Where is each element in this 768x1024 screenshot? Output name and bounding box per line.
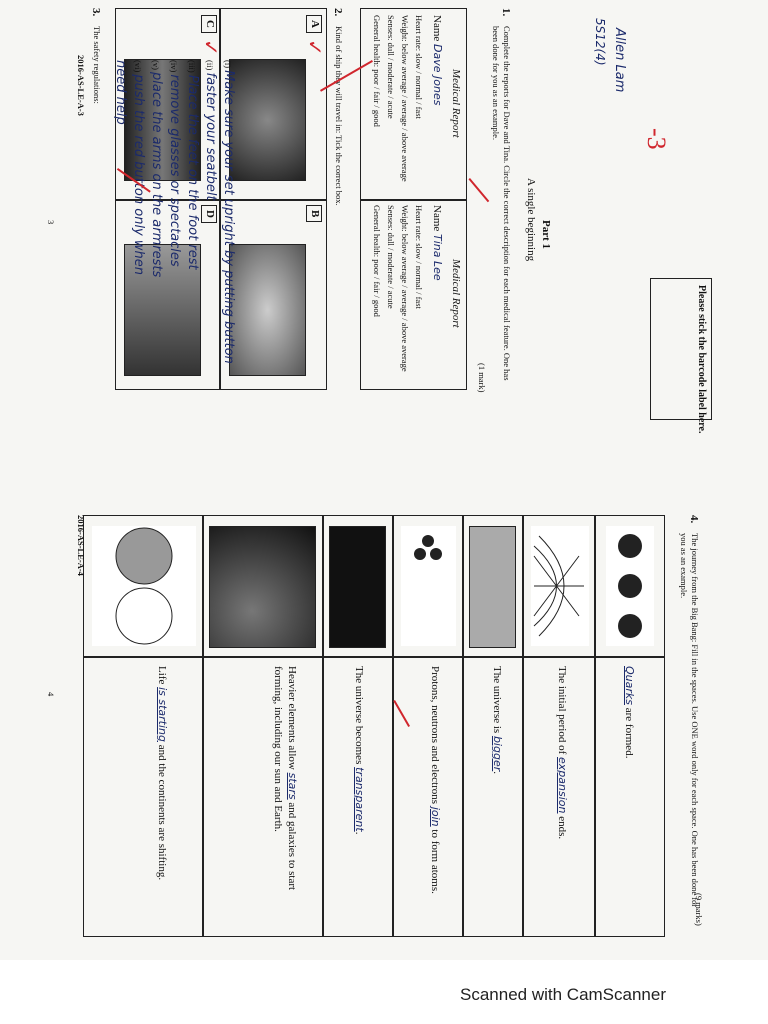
part-subtitle: A single beginning [525, 178, 537, 262]
row-options: slow / normal / fast [414, 53, 424, 119]
row-label: Weight: [400, 205, 410, 232]
q3-instruction: The safety regulations: [92, 26, 102, 104]
q4-marks: (9 marks) [694, 893, 704, 926]
item-num: (iii) [187, 60, 197, 73]
answer-expansion[interactable]: expansion [556, 757, 569, 814]
row-label: Senses: [386, 205, 396, 231]
student-name: Allen Lam [612, 28, 627, 93]
atom-dots-image [401, 526, 456, 646]
page-4-number [36, 692, 56, 712]
item-num: (v) [151, 60, 161, 70]
expansion-web-image [531, 526, 589, 646]
answer-quarks: Quarks [623, 666, 636, 705]
option-d-box[interactable]: D [201, 205, 217, 223]
item-answer: push the red button only when [131, 74, 146, 275]
page-3-code [66, 55, 86, 175]
page-4-code [66, 515, 86, 635]
student-class: 5S12(4) [593, 18, 607, 66]
spaceship-image-a [229, 59, 306, 181]
row-suffix: and the continents are shifting. [156, 744, 168, 881]
big-bang-table [83, 515, 665, 937]
report-title-dave: Medical Report [450, 69, 462, 138]
row-label: Senses: [386, 15, 396, 41]
row-options: below average / average / above average [400, 43, 410, 182]
name-label-dave: Name [431, 15, 443, 42]
answer-bigger[interactable]: bigger [491, 735, 504, 772]
q3-number: 3. [90, 8, 102, 17]
row-prefix: Heavier elements allow [286, 666, 298, 770]
name-value-tina: Tina Lee [431, 234, 444, 281]
item-answer: Make sure your set upright by putting button [221, 70, 236, 364]
spaceship-image-b [229, 244, 306, 376]
page-num: 3 [46, 220, 56, 225]
row-suffix: are formed. [623, 707, 635, 759]
part-title: Part 1 [540, 220, 552, 250]
row-suffix: . [353, 831, 365, 835]
item-answer: place the arms on the armrests [149, 72, 164, 278]
grey-universe-image [469, 526, 516, 648]
row-prefix: The universe becomes [353, 666, 365, 765]
q4-number: 4. [688, 515, 700, 524]
answer-stars[interactable]: stars [286, 772, 299, 800]
row-label: General health: [372, 15, 382, 68]
name-value-dave: Dave Jones [431, 44, 444, 106]
item-num: (ii) [205, 60, 215, 71]
medical-report-table [360, 8, 467, 390]
tick-mark: ✓ [199, 39, 221, 56]
page-code: 2016-AS-LE-A-4 [76, 515, 86, 576]
item-answer: need help [113, 60, 128, 125]
row-prefix: Protons, neutrons and electrons [429, 666, 441, 805]
answer-is-starting[interactable]: is starting [156, 687, 169, 742]
row-prefix: The universe is [491, 666, 503, 734]
score-mark: -3 [642, 128, 671, 150]
name-label-tina: Name [431, 205, 443, 232]
row-label: Weight: [400, 15, 410, 42]
item-num: (vi) [133, 60, 143, 73]
q1-instruction: Complete the reports for Dave and Tina. Circle the correct description for each medical feature. One has been done for you as an example. [491, 26, 512, 381]
row-options: dull / moderate / acute [386, 232, 396, 309]
row-options: slow / normal / fast [414, 243, 424, 309]
page-3-number [36, 220, 56, 240]
q2-instruction: Kind of ship they will travel in: Tick the correct box. [334, 26, 344, 206]
item-num: (iv) [169, 60, 179, 73]
q1-marks: (1 mark) [477, 363, 487, 393]
row-options: poor / fair / good [372, 259, 382, 317]
q4-instruction: The journey from the Big Bang: Fill in the spaces. Use ONE word only for each space. One has been done for you as an example. [679, 533, 700, 908]
scanner-watermark: Scanned with CamScanner [460, 985, 667, 1004]
page-4 [80, 515, 704, 955]
row-suffix: . [491, 771, 503, 774]
item-answer: Place the feet on the foot rest [185, 74, 200, 270]
barcode-label: Please stick the barcode label here. [696, 285, 707, 434]
row-prefix: The initial period of [556, 666, 568, 755]
q1-number: 1. [500, 8, 512, 17]
option-b-box[interactable]: B [306, 205, 322, 222]
row-prefix: Life [156, 666, 168, 685]
item-answer: faster your seatbelt [203, 72, 218, 201]
starfield-image [329, 526, 386, 648]
row-suffix: and galaxies to start forming, including our sun and Earth. [272, 666, 298, 891]
row-label: Heart rate: [414, 205, 424, 242]
row-suffix: ends. [556, 816, 568, 840]
quark-circles-image [606, 526, 654, 646]
row-label: Heart rate: [414, 15, 424, 52]
tick-mark: ✓ [303, 39, 325, 56]
answer-join[interactable]: join [429, 806, 442, 827]
earth-continents-image [92, 526, 196, 646]
galaxy-planet-image [209, 526, 316, 648]
page-code: 2016-AS-LE-A-3 [76, 55, 86, 116]
option-c-box[interactable]: C [201, 15, 217, 33]
item-answer: remove glasses or spectacles [167, 74, 182, 267]
answer-transparent[interactable]: transparent [353, 767, 366, 832]
barcode-box [650, 278, 712, 434]
page-num: 4 [46, 692, 56, 697]
report-title-tina: Medical Report [450, 259, 462, 328]
row-suffix: to form atoms. [429, 829, 441, 894]
q2-number: 2. [332, 8, 344, 17]
row-label: General health: [372, 205, 382, 258]
row-options: below average / average / above average [400, 233, 410, 372]
row-options: dull / moderate / acute [386, 42, 396, 119]
option-a-box[interactable]: A [306, 15, 322, 33]
row-options: poor / fair / good [372, 69, 382, 127]
safety-regulations-list [106, 60, 236, 400]
item-num: (i) [223, 60, 233, 69]
